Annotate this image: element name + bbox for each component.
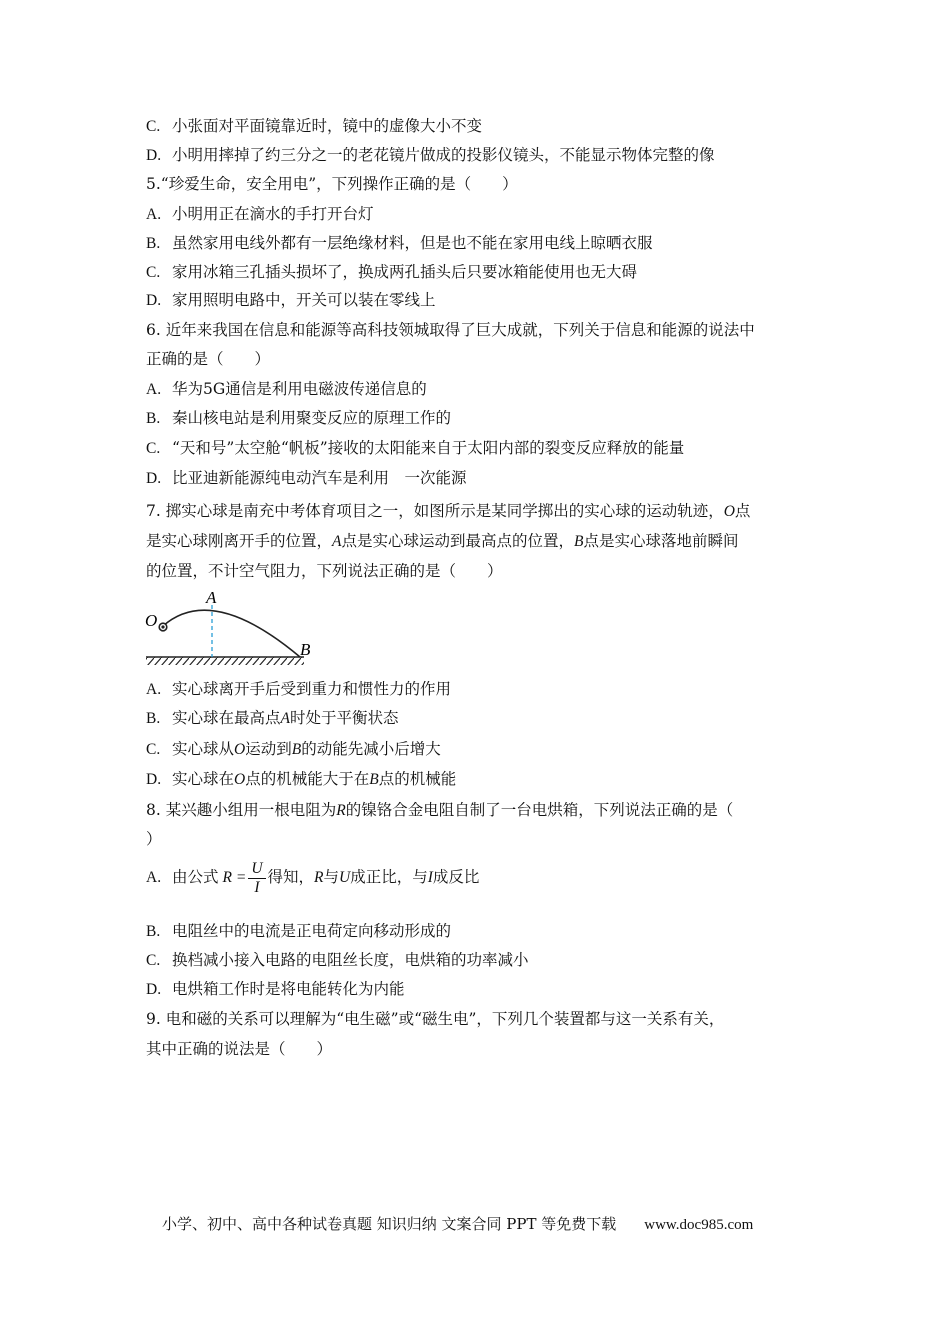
var-r: R [314,869,324,886]
var-o: O [723,503,735,520]
option-text: 比亚迪新能源纯电动汽车是利用 一次能源 [172,469,467,487]
option-letter: D. [146,771,162,788]
option-letter: C. [146,440,161,457]
option-letter: D. [146,292,162,309]
option-letter: D. [146,147,162,164]
option-text: 成反比 [432,868,480,886]
stem-text: 7. 掷实心球是南充中考体育项目之一，如图所示是某同学掷出的实心球的运动轨迹， [146,502,724,520]
q9-stem-line2: 其中正确的说法是（ ） [146,1040,333,1058]
q5-stem: 5.“珍爱生命，安全用电”，下列操作正确的是（ ） [146,175,518,193]
ball-center [161,625,164,628]
option-letter: C. [146,118,161,135]
q5-option-c [146,262,637,283]
option-letter: A. [146,206,162,223]
option-text: 实心球离开手后受到重力和惯性力的作用 [172,680,452,698]
option-text: 点的机械能 [378,770,457,788]
option-text: 换档减小接入电路的电阻丝长度，电烘箱的功率减小 [172,951,529,969]
var-a: A [280,710,290,727]
fraction-denominator: I [254,878,260,896]
option-letter: C. [146,741,161,758]
option-text: 点的机械能大于在 [245,770,370,788]
q4-option-d [146,145,715,166]
option-text: 华为5G通信是利用电磁波传递信息的 [172,380,427,398]
q6-stem-line1: 6. 近年来我国在信息和能源等高科技领城取得了巨大成就，下列关于信息和能源的说法中 [146,321,755,339]
label-o: O [145,611,158,630]
q8-option-d [146,979,405,1000]
trajectory-curve [163,610,300,657]
q5-option-d [146,290,436,311]
q7-option-c [146,739,441,760]
q7-option-b [146,708,399,729]
label-b: B [300,640,311,659]
stem-text: 8. 某兴趣小组用一根电阻为 [146,801,337,819]
q4-option-c [146,116,482,137]
q9-stem-line1: 9. 电和磁的关系可以理解为“电生磁”或“磁生电”，下列几个装置都与这一关系有关， [146,1010,725,1028]
option-letter: A. [146,681,162,698]
formula-lhs: R = [222,869,247,886]
q8-stem-line1 [146,800,733,821]
fraction [248,860,265,897]
option-text: 电阻丝中的电流是正电荷定向移动形成的 [172,922,452,940]
option-letter: A. [146,381,162,398]
option-letter: A. [146,869,162,886]
footer-site-link[interactable]: www.doc985.com [644,1217,754,1233]
option-text: 虽然家用电线外都有一层绝缘材料，但是也不能在家用电线上晾晒衣服 [172,234,653,252]
stem-text: 点 [734,502,751,520]
option-text: 小张面对平面镜靠近时，镜中的虚像大小不变 [172,117,483,135]
option-letter: D. [146,470,162,487]
var-o: O [234,741,246,758]
q6-stem-line2: 正确的是（ ） [146,350,271,368]
q5-option-b [146,233,653,254]
option-letter: B. [146,923,161,940]
var-a: A [332,533,342,550]
q6-option-b [146,408,451,429]
option-text: 由公式 [172,868,219,886]
stem-text: 是实心球刚离开手的位置， [146,532,333,550]
q7-stem-line1 [146,501,750,522]
option-text: 与 [323,868,340,886]
option-text: 成正比，与 [350,868,428,886]
option-text: 实心球在最高点 [172,709,281,727]
q5-option-a [146,204,374,225]
var-b: B [291,741,302,758]
option-text: 的动能先减小后增大 [301,740,441,758]
option-letter: C. [146,952,161,969]
q6-option-c [146,438,684,459]
q7-stem-line3: 的位置，不计空气阻力，下列说法正确的是（ ） [146,562,503,580]
option-text: 得知， [267,868,315,886]
stem-text: 点是实心球运动到最高点的位置， [341,532,574,550]
option-text: 运动到 [245,740,292,758]
q7-stem-line2 [146,531,738,552]
option-text: 家用冰箱三孔插头损坏了，换成两孔插头后只要冰箱能使用也无大碍 [172,263,638,281]
q6-option-d [146,468,467,489]
q7-option-a [146,679,451,700]
option-letter: B. [146,235,161,252]
trajectory-figure [140,586,320,666]
stem-text: 点是实心球落地前瞬间 [583,532,739,550]
var-b: B [574,533,584,550]
var-o: O [234,771,246,788]
stem-text: 的镍铬合金电阻自制了一台电烘箱，下列说法正确的是（ [345,801,734,819]
option-text: 电烘箱工作时是将电能转化为内能 [172,980,405,998]
option-text: 秦山核电站是利用聚变反应的原理工作的 [172,409,452,427]
fraction-numerator: U [248,860,265,879]
footer-text: 小学、初中、高中各种试卷真题 知识归纳 文案合同 PPT 等免费下载 [162,1215,617,1233]
var-r: R [336,802,346,819]
option-text: 家用照明电路中，开关可以装在零线上 [172,291,436,309]
var-b: B [369,771,379,788]
option-letter: D. [146,981,162,998]
q8-stem-line2: ） [146,830,162,848]
ground-hatch [146,657,304,665]
q6-option-a [146,379,427,400]
var-u: U [339,869,351,886]
option-text: 小明用摔掉了约三分之一的老花镜片做成的投影仪镜头，不能显示物体完整的像 [172,146,715,164]
option-letter: B. [146,710,161,727]
q7-option-d [146,769,456,790]
var-i: I [427,869,433,886]
option-letter: C. [146,264,161,281]
page-footer [162,1213,753,1234]
option-text: “天和号”太空舱“帆板”接收的太阳能来自于太阳内部的裂变反应释放的能量 [172,439,685,457]
label-a: A [206,588,217,607]
option-letter: B. [146,410,161,427]
option-text: 时处于平衡状态 [289,709,399,727]
option-text: 实心球在 [172,770,235,788]
q8-option-b [146,921,451,942]
option-text: 小明用正在滴水的手打开台灯 [172,205,374,223]
option-text: 实心球从 [172,740,235,758]
q8-option-c [146,950,529,971]
q8-option-a [146,858,479,902]
